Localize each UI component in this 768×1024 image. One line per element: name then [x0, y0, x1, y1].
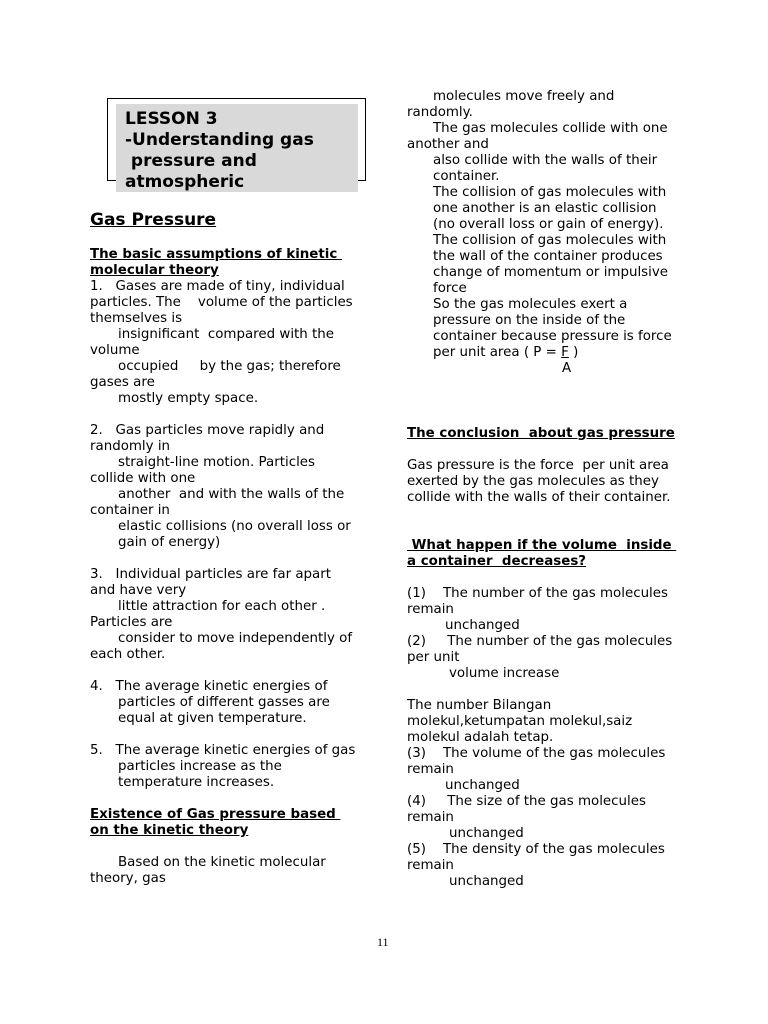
lesson-title-background: [116, 104, 358, 192]
text-line: another and: [407, 137, 489, 152]
heading-existence-gas-pressure: Existence of Gas pressure based: [90, 807, 341, 822]
text-line: each other.: [90, 647, 166, 662]
text-line: molecules move freely and: [433, 89, 615, 104]
list-line: per unit: [407, 650, 460, 665]
text-line: randomly in: [90, 439, 171, 454]
list-line: The number Bilangan: [407, 698, 552, 713]
text-line: particles increase as the: [118, 759, 282, 774]
list-line: unchanged: [449, 874, 524, 889]
text-line: and have very: [90, 583, 187, 598]
list-line: remain: [407, 858, 454, 873]
text-line: also collide with the walls of their: [433, 153, 658, 168]
text-line: volume: [90, 343, 140, 358]
text-line: The collision of gas molecules with: [433, 185, 667, 200]
text-line: theory, gas: [90, 871, 166, 886]
text-line: container in: [90, 503, 170, 518]
formula-denominator: A: [562, 361, 572, 376]
text-line: occupied by the gas; therefore: [118, 359, 341, 374]
text-line: the wall of the container produces: [433, 249, 663, 264]
formula-prefix: per unit area ( P =: [433, 345, 562, 360]
text-line: 3. Individual particles are far apart: [90, 567, 332, 582]
text-line: pressure on the inside of the: [433, 313, 626, 328]
text-line: 5. The average kinetic energies of gas: [90, 743, 356, 758]
text-line: So the gas molecules exert a: [433, 297, 628, 312]
text-line: elastic collisions (no overall loss or: [118, 519, 351, 534]
heading-conclusion: The conclusion about gas pressure: [407, 426, 675, 441]
text-line: The collision of gas molecules with: [433, 233, 667, 248]
list-line: remain: [407, 810, 454, 825]
text-line: one another is an elastic collision: [433, 201, 657, 216]
text-line: insignificant compared with the: [118, 327, 335, 342]
section-title: Gas Pressure: [90, 210, 217, 230]
heading-volume-decreases: What happen if the volume inside: [407, 538, 677, 553]
list-line: volume increase: [449, 666, 560, 681]
list-line: unchanged: [445, 618, 520, 633]
lesson-title-box: [107, 98, 366, 192]
lesson-title: [125, 109, 314, 193]
list-line: unchanged: [445, 778, 520, 793]
list-line: molekul,ketumpatan molekul,saiz: [407, 714, 633, 729]
list-line: remain: [407, 602, 454, 617]
formula-numerator: F: [561, 345, 569, 360]
page-number: 11: [377, 935, 389, 949]
text-line: straight-line motion. Particles: [118, 455, 316, 470]
formula-suffix: ): [568, 345, 579, 360]
list-line: remain: [407, 762, 454, 777]
text-line: 2. Gas particles move rapidly and: [90, 423, 325, 438]
text-line: another and with the walls of the: [118, 487, 345, 502]
list-line: (4) The size of the gas molecules: [407, 794, 646, 809]
text-line: gain of energy): [118, 535, 221, 550]
text-line: Particles are: [90, 615, 173, 630]
text-line: themselves is: [90, 311, 183, 326]
list-line: unchanged: [449, 826, 524, 841]
text-line: particles. The volume of the particles: [90, 295, 353, 310]
text-line: change of momentum or impulsive: [433, 265, 669, 280]
list-line: (3) The volume of the gas molecules: [407, 746, 666, 761]
list-line: (5) The density of the gas molecules: [407, 842, 665, 857]
text-line: 4. The average kinetic energies of: [90, 679, 328, 694]
heading-volume-decreases: a container decreases?: [407, 554, 587, 569]
list-line: molekul adalah tetap.: [407, 730, 554, 745]
text-line: container because pressure is force: [433, 329, 672, 344]
text-line: particles of different gasses are: [118, 695, 330, 710]
text-line: equal at given temperature.: [118, 711, 307, 726]
heading-existence-gas-pressure: on the kinetic theory: [90, 823, 249, 838]
text-line: 1. Gases are made of tiny, individual: [90, 279, 345, 294]
lesson-title-line: pressure and: [125, 151, 257, 171]
text-line: randomly.: [407, 105, 473, 120]
heading-kinetic-assumptions: molecular theory: [90, 263, 219, 278]
text-line: exerted by the gas molecules as they: [407, 474, 659, 489]
text-line: little attraction for each other .: [118, 599, 326, 614]
text-line: consider to move independently of: [118, 631, 353, 646]
text-line: mostly empty space.: [118, 391, 259, 406]
text-line: force: [433, 281, 467, 296]
heading-kinetic-assumptions: The basic assumptions of kinetic: [90, 247, 342, 262]
list-line: (2) The number of the gas molecules: [407, 634, 673, 649]
text-line: collide with one: [90, 471, 196, 486]
lesson-title-line: atmospheric: [125, 172, 245, 192]
lesson-title-line: -Understanding gas: [125, 130, 314, 150]
text-line: temperature increases.: [118, 775, 275, 790]
text-line: gases are: [90, 375, 155, 390]
text-line: Gas pressure is the force per unit area: [407, 458, 669, 473]
text-line: The gas molecules collide with one: [433, 121, 668, 136]
pressure-formula: [433, 345, 578, 361]
text-line: container.: [433, 169, 500, 184]
lesson-title-line: LESSON 3: [125, 109, 218, 129]
text-line: Based on the kinetic molecular: [118, 855, 326, 870]
text-line: collide with the walls of their container.: [407, 490, 671, 505]
list-line: (1) The number of the gas molecules: [407, 586, 668, 601]
text-line: (no overall loss or gain of energy).: [433, 217, 664, 232]
